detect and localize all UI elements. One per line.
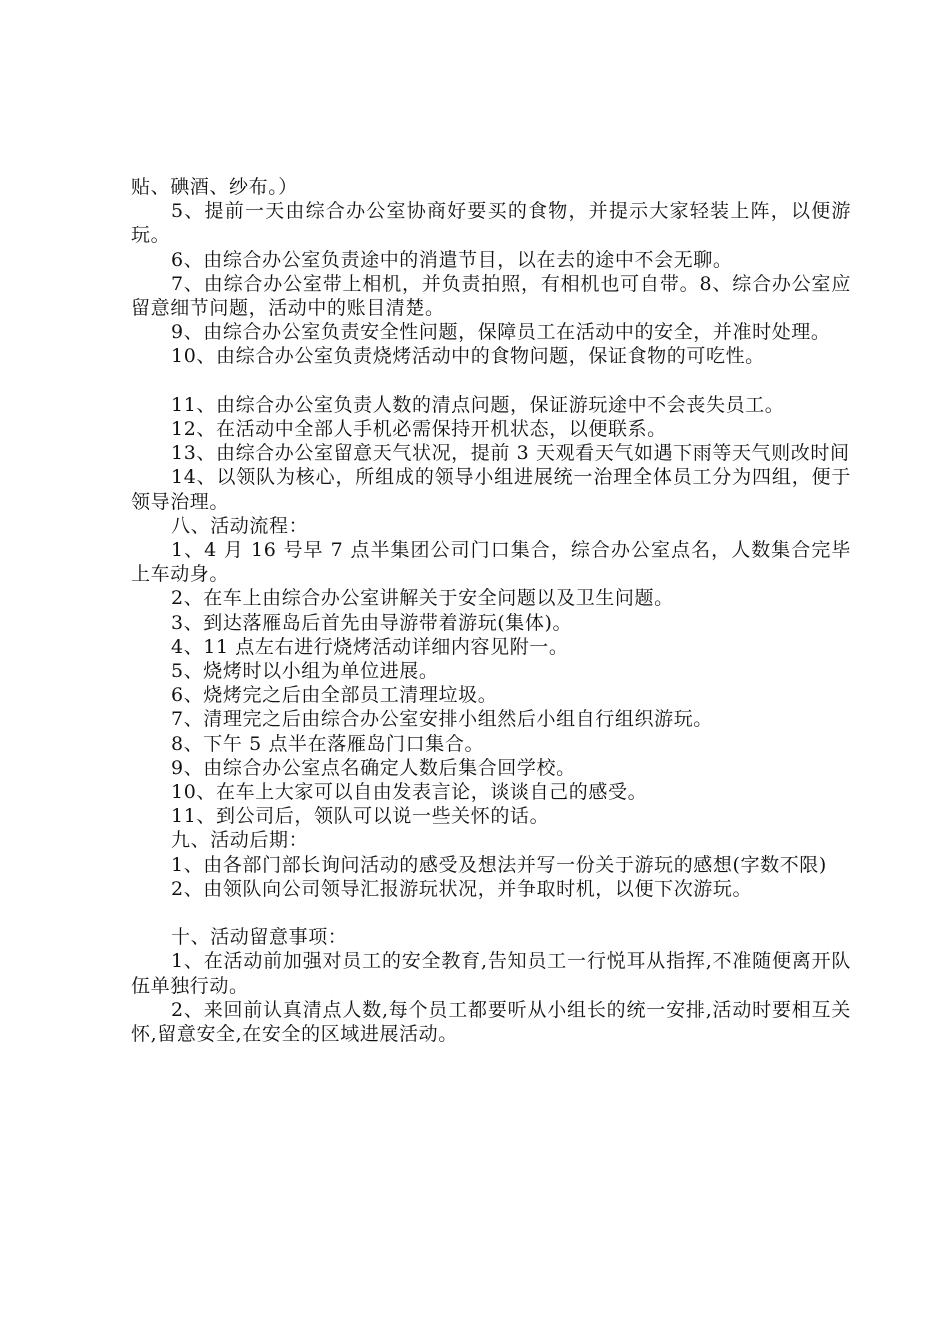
- paragraph-item-7-8: 7、由综合办公室带上相机，并负责拍照，有相机也可自带。8、综合办公室应留意细节问题，活动中的账目清楚。: [131, 272, 851, 320]
- paragraph-item-12: 12、在活动中全部人手机必需保持开机状态，以便联系。: [171, 418, 667, 441]
- flow-step-8: 8、下午 5 点半在落雁岛门口集合。: [171, 732, 485, 755]
- precaution-item-1: 1、在活动前加强对员工的安全教育,告知员工一行悦耳从指挥,不准随便离开队伍单独行动。: [131, 950, 851, 997]
- paragraph-item-10: 10、由综合办公室负责烧烤活动中的食物问题，保证食物的可吃性。: [171, 345, 765, 368]
- paragraph-item-13: 13、由综合办公室留意天气状况，提前 3 天观看天气如遇下雨等天气则改时间: [171, 442, 850, 465]
- flow-step-11: 11、到公司后，领队可以说一些关怀的话。: [171, 805, 550, 828]
- post-activity-item-1: 1、由各部门部长询问活动的感受及想法并写一份关于游玩的感想(字数不限): [171, 853, 827, 876]
- precaution-item-2: 2、来回前认真清点人数,每个员工都要听从小组长的统一安排,活动时要相互关怀,留意安全,在安全的区域进展活动。: [131, 998, 851, 1046]
- flow-step-9: 9、由综合办公室点名确定人数后集合回学校。: [171, 756, 576, 779]
- paragraph-item-9: 9、由综合办公室负责安全性问题，保障员工在活动中的安全，并准时处理。: [171, 321, 831, 344]
- document-body: [131, 175, 851, 1046]
- flow-step-5: 5、烧烤时以小组为单位进展。: [171, 660, 439, 683]
- flow-step-6: 6、烧烤完之后由全部员工清理垃圾。: [171, 684, 498, 707]
- section-heading-post-activity: 九、活动后期：: [171, 829, 309, 852]
- paragraph-item-5: 5、提前一天由综合办公室协商好要买的食物，并提示大家轻装上阵，以便游玩。: [131, 200, 851, 247]
- flow-step-3: 3、到达落雁岛后首先由导游带着游玩(集体)。: [171, 611, 573, 634]
- flow-step-4: 4、11 点左右进行烧烤活动详细内容见附一。: [171, 635, 569, 658]
- paragraph-item-14: 14、以领队为核心，所组成的领导小组进展统一治理全体员工分为四组，便于领导治理。: [131, 466, 851, 513]
- paragraph-item-11: 11、由综合办公室负责人数的清点问题，保证游玩途中不会丧失员工。: [171, 393, 785, 416]
- paragraph-spacer: [131, 369, 851, 393]
- paragraph-item-6: 6、由综合办公室负责途中的消遣节目，以在去的途中不会无聊。: [171, 248, 733, 271]
- flow-step-7: 7、清理完之后由综合办公室安排小组然后小组自行组织游玩。: [171, 708, 713, 731]
- post-activity-item-2: 2、由领队向公司领导汇报游玩状况，并争取时机，以便下次游玩。: [171, 877, 753, 900]
- paragraph-spacer: [131, 901, 851, 925]
- section-heading-activity-flow: 八、活动流程：: [171, 514, 309, 537]
- flow-step-10: 10、在车上大家可以自由发表言论，谈谈自己的感受。: [171, 781, 648, 804]
- paragraph-first-aid-items: 贴、碘酒、纱布。）: [131, 176, 298, 198]
- flow-step-1: 1、4 月 16 号早 7 点半集团公司门口集合，综合办公室点名，人数集合完毕上车动身。: [131, 539, 851, 586]
- section-heading-precautions: 十、活动留意事项：: [171, 926, 348, 949]
- flow-step-2: 2、在车上由综合办公室讲解关于安全问题以及卫生问题。: [171, 587, 674, 610]
